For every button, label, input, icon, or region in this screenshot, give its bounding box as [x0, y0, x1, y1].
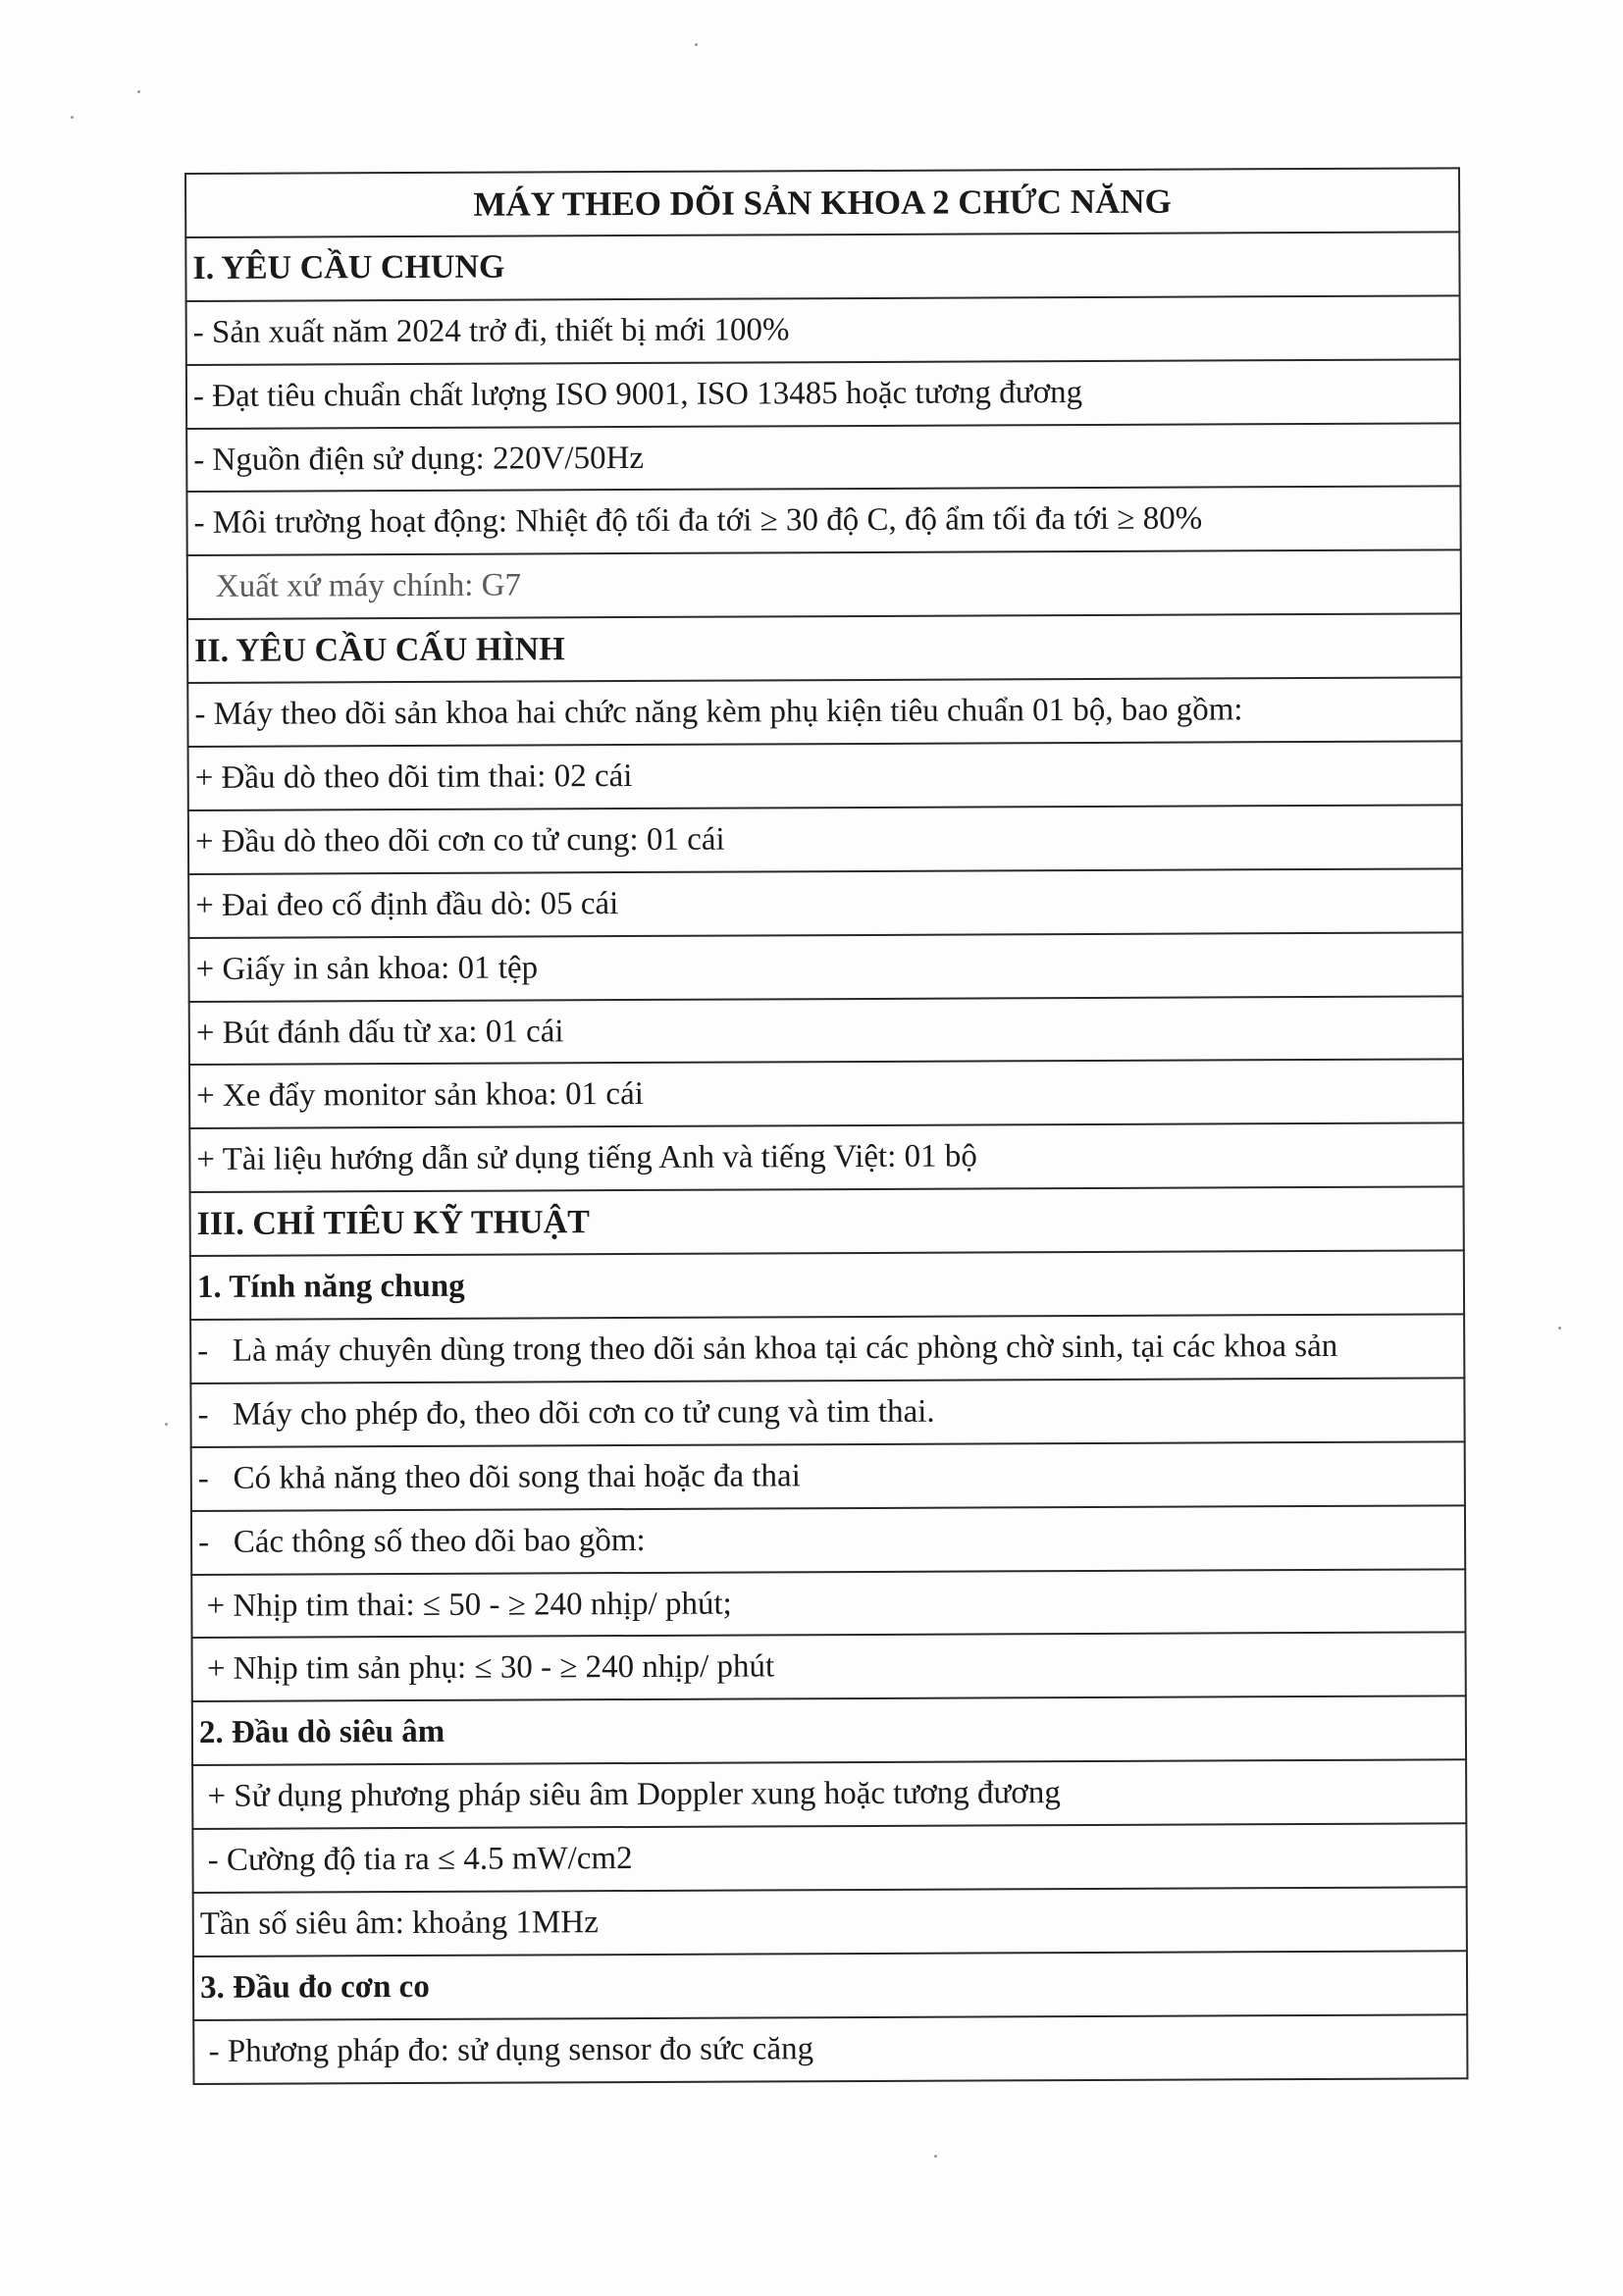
row-text: + Bút đánh dấu từ xa: 01 cái [189, 996, 1463, 1066]
row-text: + Đầu dò theo dõi tim thai: 02 cái [188, 741, 1462, 810]
subsection-heading: 1. Tính năng chung [190, 1250, 1464, 1320]
table-row [191, 1441, 1465, 1511]
row-text: - Là máy chuyên dùng trong theo dõi sản khoa tại các phòng chờ sinh, tại các khoa sản [190, 1314, 1464, 1383]
section-row [185, 232, 1459, 301]
subsection-heading: 3. Đầu đo cơn co [193, 1951, 1467, 2020]
scan-speck [1558, 1327, 1561, 1330]
table-row [189, 1123, 1463, 1193]
table-row [191, 1569, 1465, 1639]
row-text: - Có khả năng theo dõi song thai hoặc đa thai [191, 1441, 1465, 1511]
table-row [191, 1505, 1465, 1575]
table-row [186, 359, 1460, 429]
row-text: - Máy theo dõi sản khoa hai chức năng kèm phụ kiện tiêu chuẩn 01 bộ, bao gồm: [187, 677, 1461, 747]
title-row [185, 168, 1459, 237]
table-row [190, 1378, 1464, 1447]
row-text: + Nhịp tim thai: ≤ 50 - ≥ 240 nhịp/ phút; [191, 1569, 1465, 1639]
subsection-row [190, 1250, 1464, 1320]
table-row [192, 1823, 1466, 1893]
table-row [193, 2014, 1467, 2084]
row-text: + Đai đeo cố định đầu dò: 05 cái [188, 868, 1462, 938]
row-text: + Sử dụng phương pháp siêu âm Doppler xung hoặc tương đương [192, 1760, 1466, 1830]
document-title: MÁY THEO DÕI SẢN KHOA 2 CHỨC NĂNG [185, 168, 1459, 237]
row-text: Xuất xứ máy chính: G7 [187, 550, 1461, 620]
table-row [188, 805, 1462, 874]
row-text: + Tài liệu hướng dẫn sử dụng tiếng Anh và tiếng Việt: 01 bộ [189, 1123, 1463, 1193]
table-row [187, 550, 1461, 620]
table-row [192, 1760, 1466, 1830]
section-row [187, 614, 1461, 684]
section-heading: II. YÊU CẦU CẤU HÌNH [187, 614, 1461, 684]
row-text: - Đạt tiêu chuẩn chất lượng ISO 9001, ISO 13485 hoặc tương đương [186, 359, 1460, 429]
section-heading: III. CHỈ TIÊU KỸ THUẬT [190, 1187, 1464, 1257]
table-row [190, 1314, 1464, 1383]
table-row [189, 996, 1463, 1066]
scan-speck [934, 2155, 937, 2158]
table-row [193, 1887, 1467, 1957]
row-text: - Phương pháp đo: sử dụng sensor đo sức căng [193, 2014, 1467, 2084]
table-row [186, 423, 1460, 493]
table-row [189, 1060, 1463, 1129]
row-text: - Sản xuất năm 2024 trở đi, thiết bị mới 100% [186, 295, 1460, 365]
section-row [190, 1187, 1464, 1257]
row-text: + Đầu dò theo dõi cơn co tử cung: 01 cái [188, 805, 1462, 874]
scan-speck [165, 1423, 168, 1426]
row-text: - Cường độ tia ra ≤ 4.5 mW/cm2 [192, 1823, 1466, 1893]
scan-speck [137, 90, 140, 93]
scan-speck [71, 116, 74, 119]
subsection-row [193, 1951, 1467, 2020]
scan-speck [695, 43, 698, 46]
table-row [188, 932, 1462, 1002]
row-text: + Giấy in sản khoa: 01 tệp [188, 932, 1462, 1002]
table-row [192, 1633, 1466, 1702]
row-text: - Máy cho phép đo, theo dõi cơn co tử cung và tim thai. [190, 1378, 1464, 1447]
row-text: Tần số siêu âm: khoảng 1MHz [193, 1887, 1467, 1957]
table-row [188, 741, 1462, 810]
subsection-heading: 2. Đầu dò siêu âm [192, 1696, 1466, 1766]
table-row [187, 677, 1461, 747]
subsection-row [192, 1696, 1466, 1766]
spec-table [184, 167, 1468, 2084]
table-row [186, 295, 1460, 365]
table-row [188, 868, 1462, 938]
row-text: - Môi trường hoạt động: Nhiệt độ tối đa tới ≥ 30 độ C, độ ẩm tối đa tới ≥ 80% [186, 487, 1460, 556]
row-text: - Nguồn điện sử dụng: 220V/50Hz [186, 423, 1460, 493]
row-text: + Xe đẩy monitor sản khoa: 01 cái [189, 1060, 1463, 1129]
section-heading: I. YÊU CẦU CHUNG [185, 232, 1459, 301]
table-row [186, 487, 1460, 556]
row-text: + Nhịp tim sản phụ: ≤ 30 - ≥ 240 nhịp/ phút [192, 1633, 1466, 1702]
row-text: - Các thông số theo dõi bao gồm: [191, 1505, 1465, 1575]
